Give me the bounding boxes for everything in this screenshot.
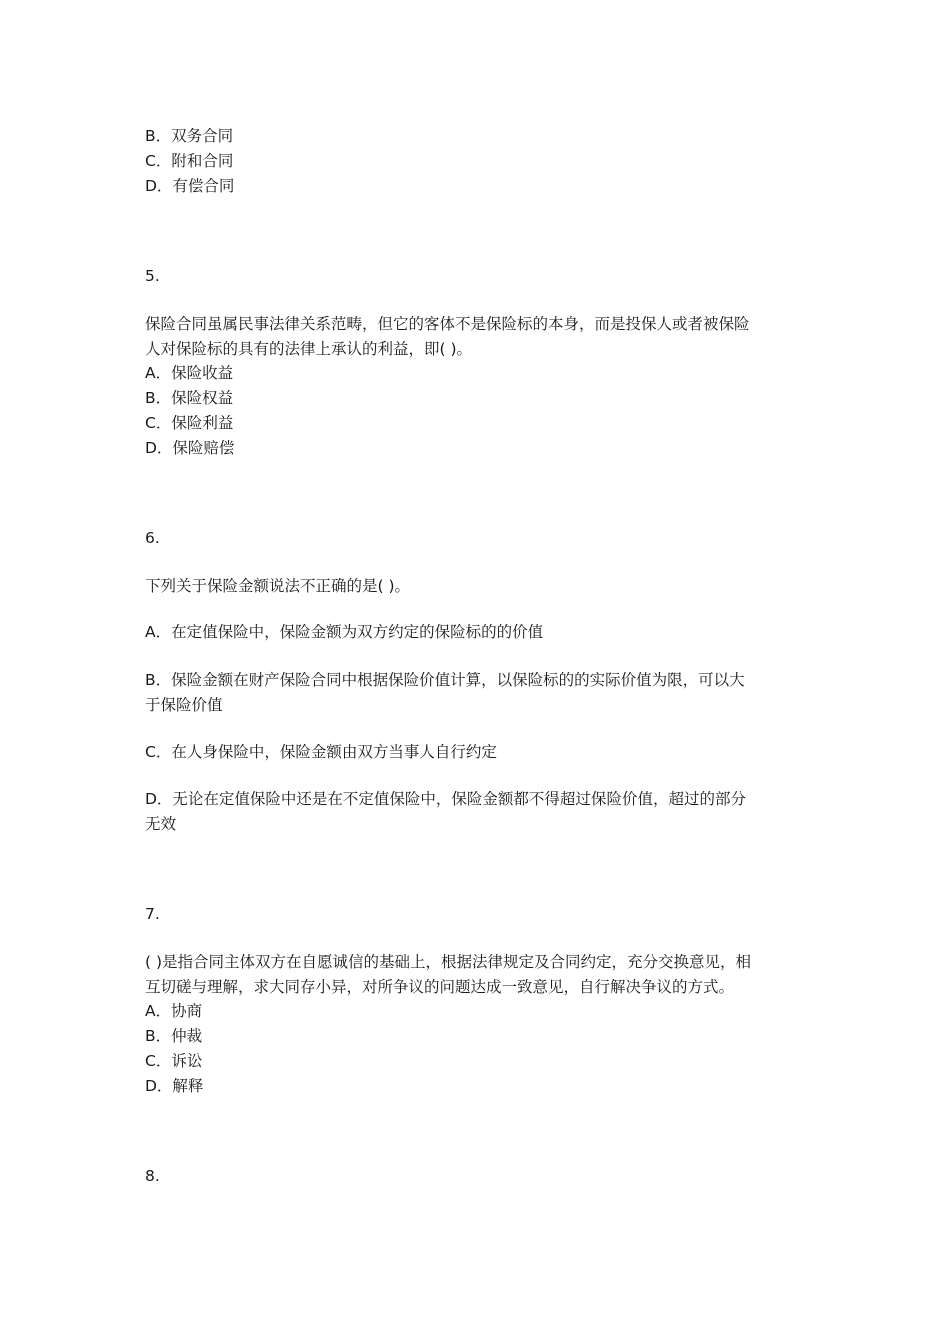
question-stem-line-2: 人对保险标的具有的法律上承认的利益，即( )。 bbox=[145, 340, 473, 358]
option-d: D．解释 bbox=[145, 1077, 204, 1095]
question-stem-line-1: 保险合同虽属民事法律关系范畴，但它的客体不是保险标的本身，而是投保人或者被保险 bbox=[145, 315, 750, 333]
option-a: A．协商 bbox=[145, 1002, 203, 1020]
option-d: D．有偿合同 bbox=[145, 177, 235, 195]
option-a: A．在定值保险中，保险金额为双方约定的保险标的的价值 bbox=[145, 623, 544, 641]
option-d: D．保险赔偿 bbox=[145, 439, 235, 457]
option-d-line-2: 无效 bbox=[145, 815, 177, 833]
question-stem-line-2: 互切磋与理解，求大同存小异，对所争议的问题达成一致意见，自行解决争议的方式。 bbox=[145, 978, 735, 996]
option-c: C．诉讼 bbox=[145, 1052, 203, 1070]
option-b: B．双务合同 bbox=[145, 127, 234, 145]
option-b-line-2: 于保险价值 bbox=[145, 696, 223, 714]
question-number: 7. bbox=[145, 905, 160, 923]
option-b-line-1: B．保险金额在财产保险合同中根据保险价值计算，以保险标的的实际价值为限，可以大 bbox=[145, 671, 745, 689]
option-c: C．保险利益 bbox=[145, 414, 234, 432]
question-number: 5. bbox=[145, 267, 160, 285]
option-c: C．附和合同 bbox=[145, 152, 234, 170]
option-c: C．在人身保险中，保险金额由双方当事人自行约定 bbox=[145, 743, 497, 761]
option-a: A．保险收益 bbox=[145, 364, 234, 382]
question-stem-line-1: 下列关于保险金额说法不正确的是( )。 bbox=[145, 577, 411, 595]
question-number: 8. bbox=[145, 1167, 160, 1185]
option-d-line-1: D．无论在定值保险中还是在不定值保险中，保险金额都不得超过保险价值，超过的部分 bbox=[145, 790, 746, 808]
question-stem-line-1: ( )是指合同主体双方在自愿诚信的基础上，根据法律规定及合同约定，充分交换意见，相 bbox=[145, 953, 752, 971]
question-number: 6. bbox=[145, 529, 160, 547]
option-b: B．保险权益 bbox=[145, 389, 234, 407]
option-b: B．仲裁 bbox=[145, 1027, 203, 1045]
